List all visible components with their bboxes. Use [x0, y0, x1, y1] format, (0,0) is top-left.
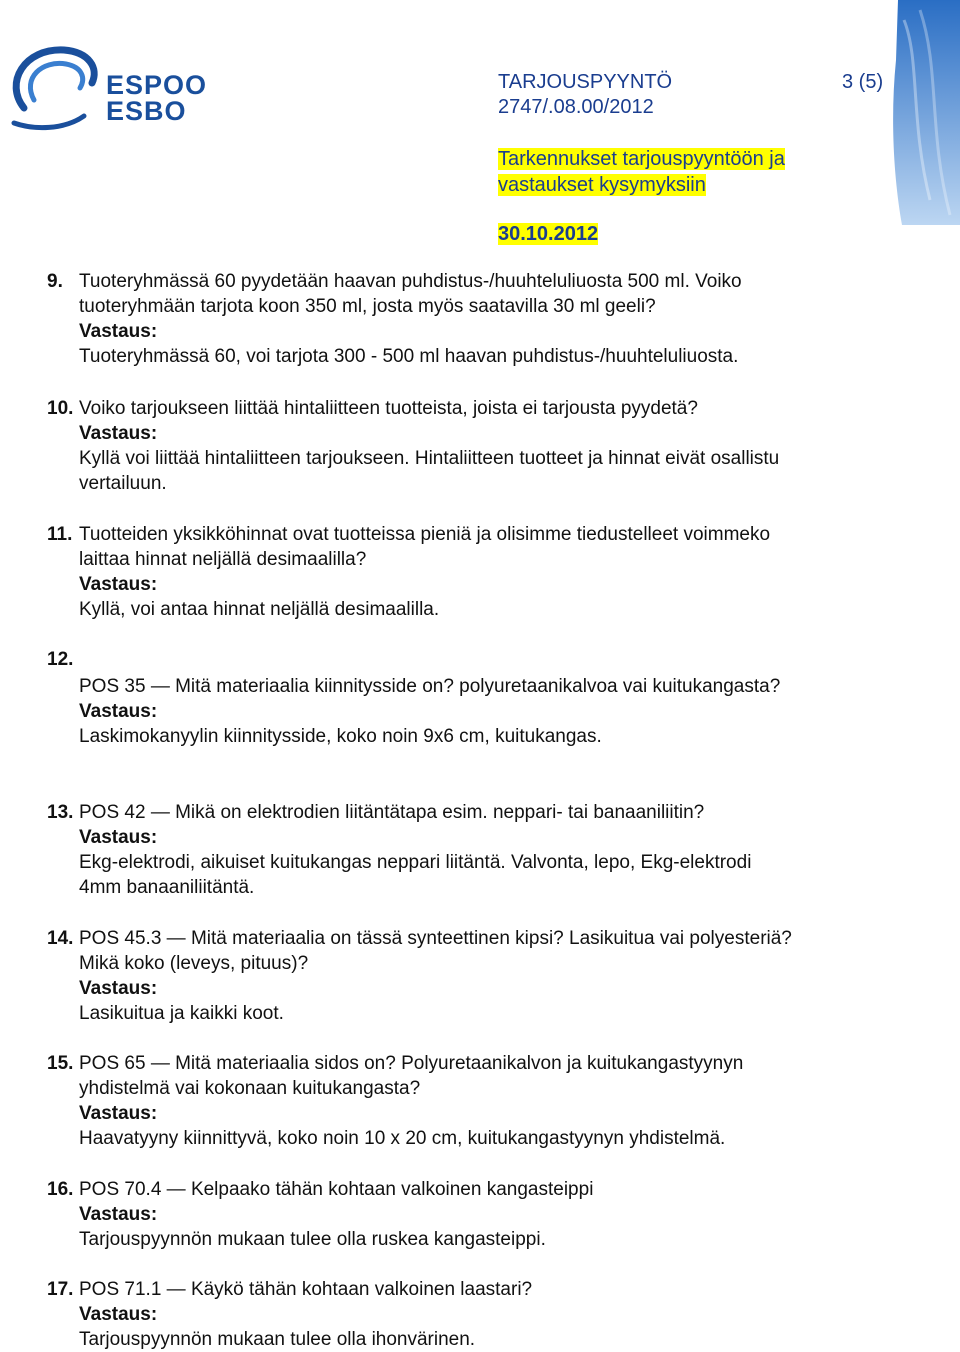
- answer-label: Vastaus:: [79, 978, 158, 999]
- espoo-logo-mark-icon: [4, 38, 114, 138]
- answer-line: Kyllä voi liittää hintaliitteen tarjoukseen. Hintaliitteen tuotteet ja hinnat eivät osallistu: [79, 448, 780, 469]
- answer-line: Tarjouspyynnön mukaan tulee olla ihonvärinen.: [79, 1329, 476, 1350]
- document-date: [498, 222, 598, 246]
- logo-text-esbo: ESBO: [106, 96, 187, 126]
- answer-line: 4mm banaaniliitäntä.: [79, 877, 255, 898]
- corner-wave-icon: [890, 0, 960, 225]
- answer-label: Vastaus:: [79, 321, 158, 342]
- question-line: yhdistelmä vai kokonaan kuitukangasta?: [79, 1078, 421, 1099]
- question-line: laittaa hinnat neljällä desimaalilla?: [79, 549, 367, 570]
- question-line: POS 35 — Mitä materiaalia kiinnitysside on? polyuretaanikalvoa vai kuitukangasta?: [79, 676, 781, 697]
- item-number: 17.: [47, 1279, 74, 1300]
- question-line: POS 45.3 — Mitä materiaalia on tässä synteettinen kipsi? Lasikuitua vai polyesteriä?: [79, 928, 792, 949]
- corner-decoration: [890, 0, 960, 225]
- item-number: 9.: [47, 271, 63, 292]
- answer-label: Vastaus:: [79, 1204, 158, 1225]
- document-reference: 2747/.08.00/2012: [498, 96, 654, 118]
- item-number: 11.: [47, 524, 73, 545]
- answer-line: Tarjouspyynnön mukaan tulee olla ruskea kangasteippi.: [79, 1229, 546, 1250]
- item-number: 10.: [47, 398, 74, 419]
- question-line: POS 42 — Mikä on elektrodien liitäntätapa esim. neppari- tai banaaniliitin?: [79, 802, 705, 823]
- question-line: POS 71.1 — Käykö tähän kohtaan valkoinen laastari?: [79, 1279, 533, 1300]
- answer-label: Vastaus:: [79, 574, 158, 595]
- item-number: 15.: [47, 1053, 74, 1074]
- document-subtitle: [498, 146, 838, 198]
- item-number: 12.: [47, 649, 74, 670]
- subtitle-line-2: vastaukset kysymyksiin: [498, 174, 706, 196]
- answer-line: Lasikuitua ja kaikki koot.: [79, 1003, 284, 1024]
- question-line: POS 65 — Mitä materiaalia sidos on? Polyuretaanikalvon ja kuitukangastyynyn: [79, 1053, 744, 1074]
- question-line: tuoteryhmään tarjota koon 350 ml, josta myös saatavilla 30 ml geeli?: [79, 296, 656, 317]
- answer-label: Vastaus:: [79, 827, 158, 848]
- answer-label: Vastaus:: [79, 423, 158, 444]
- answer-line: Kyllä, voi antaa hinnat neljällä desimaalilla.: [79, 599, 440, 620]
- espoo-logo: [4, 38, 208, 138]
- item-number: 16.: [47, 1179, 74, 1200]
- question-line: Mikä koko (leveys, pituus)?: [79, 953, 309, 974]
- answer-line: Tuoteryhmässä 60, voi tarjota 300 - 500 ml haavan puhdistus-/huuhteluliuosta.: [79, 346, 739, 367]
- date-text: 30.10.2012: [498, 223, 599, 245]
- item-number: 14.: [47, 928, 74, 949]
- answer-line: Ekg-elektrodi, aikuiset kuitukangas neppari liitäntä. Valvonta, lepo, Ekg-elektrodi: [79, 852, 752, 873]
- question-line: Tuoteryhmässä 60 pyydetään haavan puhdistus-/huuhteluliuosta 500 ml. Voiko: [79, 271, 742, 292]
- answer-label: Vastaus:: [79, 701, 158, 722]
- page-number: 3 (5): [842, 71, 884, 93]
- answer-line: vertailuun.: [79, 473, 167, 494]
- logo-text-espoo: ESPOO: [106, 70, 208, 100]
- answer-label: Vastaus:: [79, 1304, 158, 1325]
- answer-line: Haavatyyny kiinnittyvä, koko noin 10 x 20 cm, kuitukangastyynyn yhdistelmä.: [79, 1128, 726, 1149]
- answer-label: Vastaus:: [79, 1103, 158, 1124]
- answer-line: Laskimokanyylin kiinnitysside, koko noin 9x6 cm, kuitukangas.: [79, 726, 602, 747]
- document-title: TARJOUSPYYNTÖ: [498, 71, 673, 93]
- item-number: 13.: [47, 802, 74, 823]
- subtitle-line-1: Tarkennukset tarjouspyyntöön ja: [498, 148, 785, 170]
- question-line: Voiko tarjoukseen liittää hintaliitteen tuotteista, joista ei tarjousta pyydetä?: [79, 398, 698, 419]
- question-line: POS 70.4 — Kelpaako tähän kohtaan valkoinen kangasteippi: [79, 1179, 594, 1200]
- question-line: Tuotteiden yksikköhinnat ovat tuotteissa pieniä ja olisimme tiedustelleet voimmeko: [79, 524, 771, 545]
